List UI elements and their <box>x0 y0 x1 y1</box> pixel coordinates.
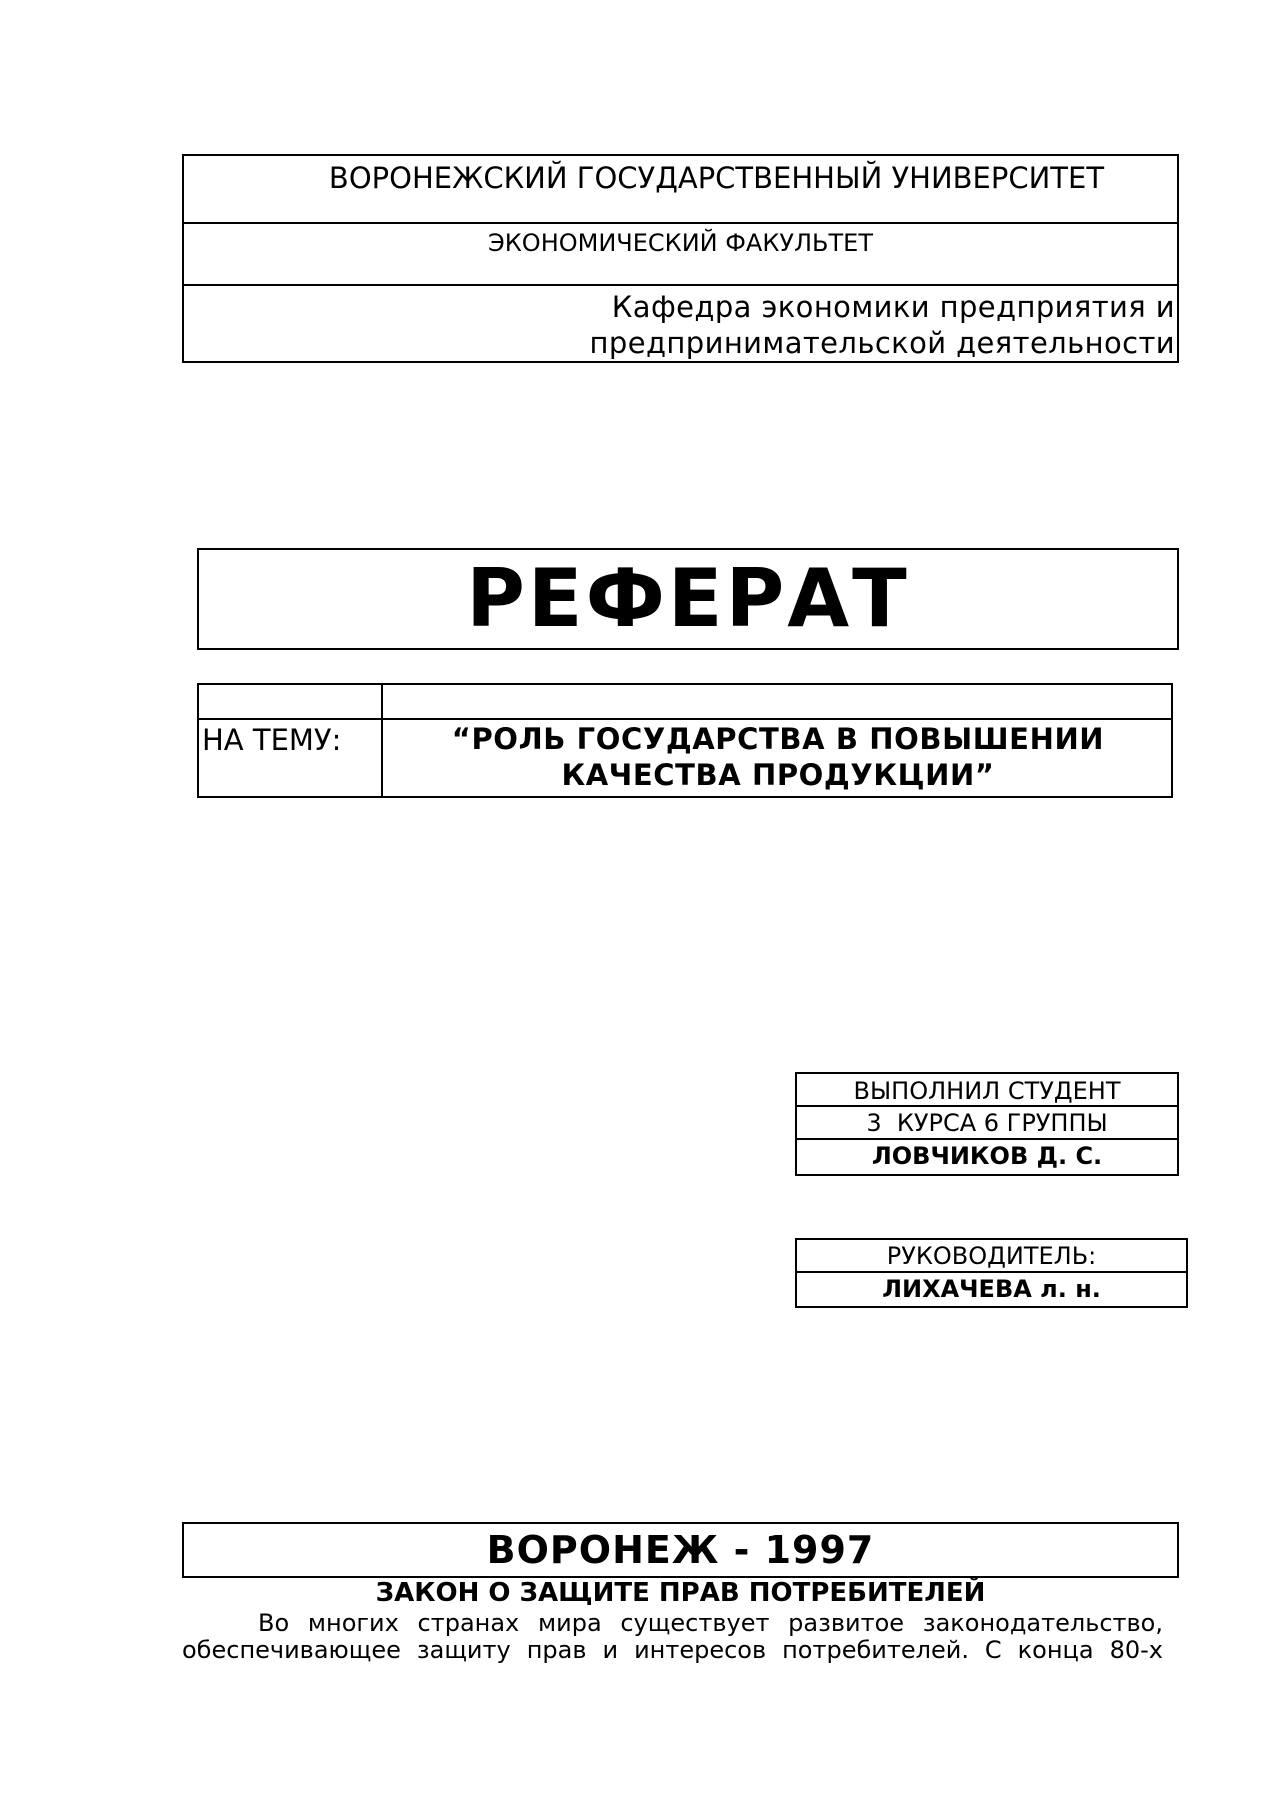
city-year-box <box>182 1522 1179 1578</box>
supervisor-table <box>795 1238 1188 1308</box>
topic-divider <box>199 718 1171 720</box>
paragraph-line-2 <box>182 1636 1163 1664</box>
section-heading: ЗАКОН О ЗАЩИТЕ ПРАВ ПОТРЕБИТЕЛЕЙ <box>375 1578 986 1608</box>
university-name: ВОРОНЕЖСКИЙ ГОСУДАРСТВЕННЫЙ УНИВЕРСИТЕТ <box>328 161 1105 195</box>
topic-column-divider <box>381 685 383 796</box>
student-name: ЛОВЧИКОВ Д. С. <box>871 1142 1103 1170</box>
city-year: ВОРОНЕЖ - 1997 <box>486 1528 875 1572</box>
faculty-name: ЭКОНОМИЧЕСКИЙ ФАКУЛЬТЕТ <box>488 229 873 257</box>
supervisor-label: РУКОВОДИТЕЛЬ: <box>886 1242 1097 1270</box>
topic-line-2: КАЧЕСТВА ПРОДУКЦИИ” <box>561 758 995 792</box>
title-box <box>197 548 1179 650</box>
department-line-1: Кафедра экономики предприятия и <box>611 290 1175 324</box>
paragraph-line-1-text: Во многих странах мира существует развитое законодательство, <box>258 1609 1163 1637</box>
header-table <box>182 154 1179 363</box>
paragraph-line-2-text: обеспечивающее защиту прав и интересов потребителей. С конца 80-х <box>182 1636 1163 1664</box>
topic-line-1: “РОЛЬ ГОСУДАРСТВА В ПОВЫШЕНИИ <box>451 722 1105 756</box>
document-title: РЕФЕРАТ <box>466 552 910 645</box>
topic-table <box>197 683 1173 798</box>
paragraph-line-1 <box>258 1609 1163 1637</box>
student-line-1: ВЫПОЛНИЛ СТУДЕНТ <box>853 1077 1121 1105</box>
header-divider-2 <box>184 284 1177 286</box>
supervisor-name: ЛИХАЧЕВА л. н. <box>882 1275 1101 1303</box>
header-divider-1 <box>184 222 1177 224</box>
department-line-2: предпринимательской деятельности <box>589 326 1175 360</box>
topic-label: НА ТЕМУ: <box>202 723 342 757</box>
student-line-2: 3 КУРСА 6 ГРУППЫ <box>866 1109 1108 1137</box>
student-table <box>795 1072 1179 1176</box>
student-divider-1 <box>797 1105 1177 1107</box>
